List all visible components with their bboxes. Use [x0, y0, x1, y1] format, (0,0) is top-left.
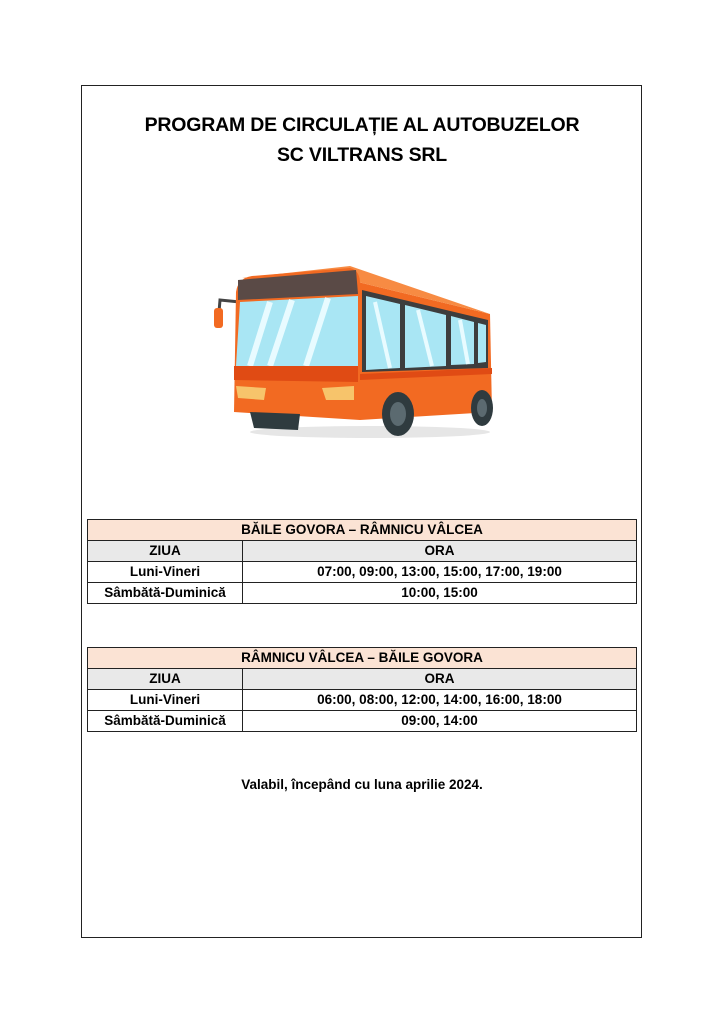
schedule-table-valcea-govora: [87, 647, 637, 732]
day-cell: Sâmbătă-Duminică: [88, 583, 243, 604]
table-row: [88, 711, 637, 732]
times-cell: 07:00, 09:00, 13:00, 15:00, 17:00, 19:00: [243, 562, 637, 583]
schedule-table-govora-valcea: [87, 519, 637, 604]
route-header: RÂMNICU VÂLCEA – BĂILE GOVORA: [88, 648, 637, 669]
table-row: [88, 690, 637, 711]
validity-note: Valabil, începând cu luna aprilie 2024.: [241, 777, 483, 792]
column-header-day: ZIUA: [88, 669, 243, 690]
title-line-1: PROGRAM DE CIRCULAȚIE AL AUTOBUZELOR: [144, 114, 580, 136]
day-cell: Sâmbătă-Duminică: [88, 711, 243, 732]
column-header-time: ORA: [243, 669, 637, 690]
table-row: [88, 562, 637, 583]
route-header: BĂILE GOVORA – RÂMNICU VÂLCEA: [88, 520, 637, 541]
page-border: [81, 85, 642, 938]
column-header-time: ORA: [243, 541, 637, 562]
day-cell: Luni-Vineri: [88, 690, 243, 711]
day-cell: Luni-Vineri: [88, 562, 243, 583]
table-row: [88, 583, 637, 604]
page-title: [0, 110, 724, 170]
times-cell: 09:00, 14:00: [243, 711, 637, 732]
times-cell: 10:00, 15:00: [243, 583, 637, 604]
column-header-day: ZIUA: [88, 541, 243, 562]
times-cell: 06:00, 08:00, 12:00, 14:00, 16:00, 18:00: [243, 690, 637, 711]
bus-icon: [210, 262, 510, 442]
title-line-2: SC VILTRANS SRL: [277, 144, 447, 166]
